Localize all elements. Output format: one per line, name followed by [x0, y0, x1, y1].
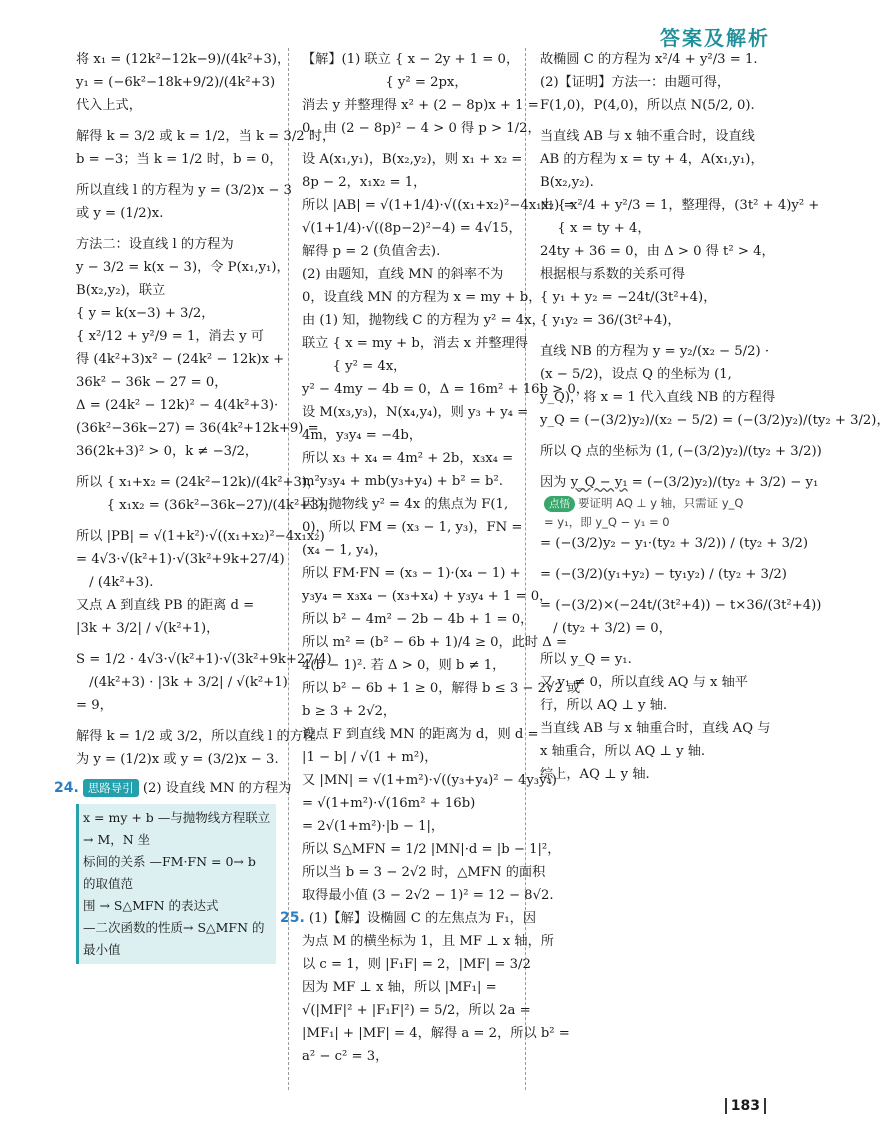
text-line: = √(1+m²)·√(16m² + 16b) — [302, 796, 476, 811]
text-line: (x − 5/2)，设点 Q 的坐标为 (1, — [540, 367, 732, 382]
text-line: |3k + 3/2| / √(k²+1)， — [76, 621, 220, 636]
text-line: 由 { x²/4 + y²/3 = 1，整理得，(3t² + 4)y² + — [540, 198, 820, 213]
text-line: = 4√3·√(k²+1)·√(3k²+9k+27/4) — [76, 552, 285, 567]
text-line: y_Q = (−(3/2)y₂)/(x₂ − 5/2) = (−(3/2)y₂)/(ty₂ + 3/2)， — [540, 413, 890, 428]
text-line: / (ty₂ + 3/2) = 0， — [540, 621, 672, 636]
text-line: y − 3/2 = k(x − 3)，令 P(x₁,y₁)， — [76, 260, 290, 275]
text-line: 设 M(x₃,y₃)，N(x₄,y₄)，则 y₃ + y₄ = — [302, 405, 529, 420]
text-line: = 9， — [76, 698, 113, 713]
text-line: /(4k²+3) · |3k + 3/2| / √(k²+1) — [76, 675, 288, 690]
text-line: 所以 b² − 6b + 1 ≥ 0，解得 b ≤ 3 − 2√2 或 — [302, 681, 581, 696]
text-line: 因为抛物线 y² = 4x 的焦点为 F(1, — [302, 497, 509, 512]
text-line: { y₁y₂ = 36/(3t²+4)， — [540, 313, 681, 328]
question-25-header: 25. (1)【解】设椭圆 C 的左焦点为 F₁，因 — [280, 910, 537, 926]
text-line: 围 → S△MFN 的表达式 — [83, 898, 219, 913]
text-line: / (4k²+3). — [76, 575, 154, 590]
text-line: (2)【证明】方法一：由题可得， — [540, 75, 731, 90]
hint-label: 思路导引 — [83, 779, 139, 797]
text-line: B(x₂,y₂). — [540, 175, 594, 190]
text-line: B(x₂,y₂)，联立 — [76, 283, 166, 298]
text-line: 【解】(1) 联立 { x − 2y + 1 = 0， — [302, 52, 520, 67]
text-line: S = 1/2 · 4√3·√(k²+1)·√(3k²+9k+27/4) — [76, 652, 332, 667]
text-line: |MF₁| + |MF| = 4，解得 a = 2，所以 b² = — [302, 1026, 570, 1041]
text-line: 解得 p = 2 (负值舍去). — [302, 244, 441, 259]
text-line: 取得最小值 (3 − 2√2 − 1)² = 12 − 8√2. — [302, 888, 554, 903]
text-line: |1 − b| / √(1 + m²)， — [302, 750, 438, 765]
page-header-title: 答案及解析 — [660, 26, 770, 50]
text-line: 代入上式， — [76, 98, 142, 113]
text-line: = 2√(1+m²)·|b − 1|， — [302, 819, 445, 834]
text-line: 因为 y_Q − y₁ = (−(3/2)y₂)/(ty₂ + 3/2) − y₁ — [540, 475, 819, 490]
text-line: 为 y = (1/2)x 或 y = (3/2)x − 3. — [76, 752, 279, 767]
text-line: b = −3；当 k = 1/2 时，b = 0， — [76, 152, 283, 167]
page-number: 183 — [725, 1098, 766, 1114]
text-line: 24ty + 36 = 0，由 Δ > 0 得 t² > 4， — [540, 244, 775, 259]
hint-box — [76, 804, 276, 964]
question-number: 24. — [54, 780, 79, 796]
text-line: 又点 A 到直线 PB 的距离 d = — [76, 598, 255, 613]
text-line: 所以 |PB| = √(1+k²)·√((x₁+x₂)²−4x₁x₂) — [76, 529, 325, 544]
text-line: 将 x₁ = (12k²−12k−9)/(4k²+3)， — [76, 52, 291, 67]
text-line: 故椭圆 C 的方程为 x²/4 + y²/3 = 1. — [540, 52, 758, 67]
text-line: 消去 y 并整理得 x² + (2 − 8p)x + 1 = — [302, 98, 539, 113]
question-number: 25. — [280, 910, 305, 926]
text-line: y² − 4my − 4b = 0，Δ = 16m² + 16b > 0， — [302, 382, 589, 397]
text-line: 所以 FM·FN = (x₃ − 1)·(x₄ − 1) + — [302, 566, 521, 581]
text-line: 又 y₁ ≠ 0，所以直线 AQ 与 x 轴平 — [540, 675, 748, 690]
text-line: x 轴重合，所以 AQ ⊥ y 轴. — [540, 744, 706, 759]
text-line: x = my + b —与抛物线方程联立→ M，N 坐 — [83, 810, 271, 847]
text-line: 所以 x₃ + x₄ = 4m² + 2b，x₃x₄ = — [302, 451, 514, 466]
text-line: { x = ty + 4， — [540, 221, 651, 236]
text-line: = (−(3/2)y₂ − y₁·(ty₂ + 3/2)) / (ty₂ + 3/2) — [540, 536, 808, 551]
text-line: 所以 b² − 4m² − 2b − 4b + 1 = 0， — [302, 612, 534, 627]
text-line: 当直线 AB 与 x 轴不重合时，设直线 — [540, 129, 755, 144]
text-line: √(1+1/4)·√((8p−2)²−4) = 4√15， — [302, 221, 522, 236]
column-divider-1 — [288, 48, 289, 1090]
text-line: y_Q)，将 x = 1 代入直线 NB 的方程得 — [540, 390, 776, 405]
text-line: 4(b − 1)². 若 Δ > 0，则 b ≠ 1， — [302, 658, 506, 673]
text-line: √(|MF|² + |F₁F|²) = 5/2，所以 2a = — [302, 1003, 531, 1018]
text-line: y₃y₄ = x₃x₄ − (x₃+x₄) + y₃y₄ + 1 = 0， — [302, 589, 553, 604]
text-line: 直线 NB 的方程为 y = y₂/(x₂ − 5/2) · — [540, 344, 770, 359]
insight-label: 点悟 — [544, 496, 575, 512]
text-line: 当直线 AB 与 x 轴重合时，直线 AQ 与 — [540, 721, 771, 736]
text-line: 所以 y_Q = y₁. — [540, 652, 632, 667]
text-line: 以 c = 1，则 |F₁F| = 2，|MF| = 3/2 — [302, 957, 531, 972]
text-line: 联立 { x = my + b，消去 x 并整理得 — [302, 336, 528, 351]
text-line: { x²/12 + y²/9 = 1，消去 y 可 — [76, 329, 264, 344]
text-line: 所以 S△MFN = 1/2 |MN|·d = |b − 1|²， — [302, 842, 561, 857]
text-line: = (−(3/2)(y₁+y₂) − ty₁y₂) / (ty₂ + 3/2) — [540, 567, 787, 582]
text-line: 标间的关系 —FM·FN = 0→ b 的取值范 — [83, 854, 256, 891]
text-line: 得 (4k²+3)x² − (24k² − 12k)x + — [76, 352, 285, 367]
column-right — [540, 48, 890, 1090]
text-line: { y² = 4x， — [302, 359, 407, 374]
insight-note: 点悟 要证明 AQ ⊥ y 轴，只需证 y_Q = y₁，即 y_Q − y₁ = 0 — [544, 496, 744, 529]
text-line: 解得 k = 3/2 或 k = 1/2，当 k = 3/2 时， — [76, 129, 336, 144]
text-line: 综上，AQ ⊥ y 轴. — [540, 767, 650, 782]
text-line: 0，设直线 MN 的方程为 x = my + b， — [302, 290, 542, 305]
text-line: (2) 由题知，直线 MN 的斜率不为 — [302, 267, 504, 282]
text-line: 0，由 (2 − 8p)² − 4 > 0 得 p > 1/2， — [302, 121, 541, 136]
text-line: 所以当 b = 3 − 2√2 时，△MFN 的面积 — [302, 865, 546, 880]
text-line: { y = k(x−3) + 3/2， — [76, 306, 215, 321]
question-24-header: 24. 思路导引 (2) 设直线 MN 的方程为 — [54, 780, 292, 796]
text-line: 所以直线 l 的方程为 y = (3/2)x − 3 — [76, 183, 292, 198]
text-line: 由 (1) 知，抛物线 C 的方程为 y² = 4x， — [302, 313, 545, 328]
text-line: { x₁x₂ = (36k²−36k−27)/(4k²+3)， — [76, 498, 338, 513]
text-line: 因为 MF ⊥ x 轴，所以 |MF₁| = — [302, 980, 497, 995]
text-line: AB 的方程为 x = ty + 4，A(x₁,y₁)， — [540, 152, 764, 167]
text-line: y₁ = (−6k²−18k+9/2)/(4k²+3) — [76, 75, 276, 90]
text-line: 所以 |AB| = √(1+1/4)·√((x₁+x₂)²−4x₁x₂) = — [302, 198, 575, 213]
wavy-underline: y_Q − y₁ — [570, 475, 628, 490]
text-line: 所以 m² = (b² − 6b + 1)/4 ≥ 0，此时 Δ = — [302, 635, 568, 650]
text-line: { y₁ + y₂ = −24t/(3t²+4)， — [540, 290, 717, 305]
text-line: 或 y = (1/2)x. — [76, 206, 164, 221]
text-line: F(1,0)，P(4,0)，所以点 N(5/2, 0). — [540, 98, 755, 113]
text-line: 36k² − 36k − 27 = 0， — [76, 375, 228, 390]
text-line: = (−(3/2)×(−24t/(3t²+4)) − t×36/(3t²+4)) — [540, 598, 822, 613]
text-line: 设点 F 到直线 MN 的距离为 d，则 d = — [302, 727, 539, 742]
text-line: (x₄ − 1, y₄)， — [302, 543, 388, 558]
text-line: 解得 k = 1/2 或 3/2，所以直线 l 的方程 — [76, 729, 317, 744]
text-line: b ≥ 3 + 2√2， — [302, 704, 397, 719]
text-line: a² − c² = 3， — [302, 1049, 389, 1064]
text-line: 所以 { x₁+x₂ = (24k²−12k)/(4k²+3)， — [76, 475, 321, 490]
text-line: 行，所以 AQ ⊥ y 轴. — [540, 698, 668, 713]
text-line: 设 A(x₁,y₁)，B(x₂,y₂)，则 x₁ + x₂ = — [302, 152, 523, 167]
text-line: 方法二：设直线 l 的方程为 — [76, 237, 234, 252]
text-line: 为点 M 的横坐标为 1，且 MF ⊥ x 轴，所 — [302, 934, 554, 949]
text-line: 8p − 2，x₁x₂ = 1， — [302, 175, 427, 190]
text-line: 0)，所以 FM = (x₃ − 1, y₃)，FN = — [302, 520, 523, 535]
text-line: Δ = (24k² − 12k)² − 4(4k²+3)· — [76, 398, 279, 413]
text-line: 根据根与系数的关系可得 — [540, 267, 686, 282]
text-line: (36k²−36k−27) = 36(4k²+12k+9) = — [76, 421, 319, 436]
text-line: { y² = 2px， — [302, 75, 468, 90]
text-line: —二次函数的性质→ S△MFN 的最小值 — [83, 920, 265, 957]
text-line: 36(2k+3)² > 0，k ≠ −3/2， — [76, 444, 259, 459]
text-line: 又 |MN| = √(1+m²)·√((y₃+y₄)² − 4y₃y₄) — [302, 773, 557, 788]
text-line: 所以 Q 点的坐标为 (1, (−(3/2)y₂)/(ty₂ + 3/2)) — [540, 444, 822, 459]
text-line: 4m，y₃y₄ = −4b， — [302, 428, 423, 443]
text-line: m²y₃y₄ + mb(y₃+y₄) + b² = b². — [302, 474, 503, 489]
